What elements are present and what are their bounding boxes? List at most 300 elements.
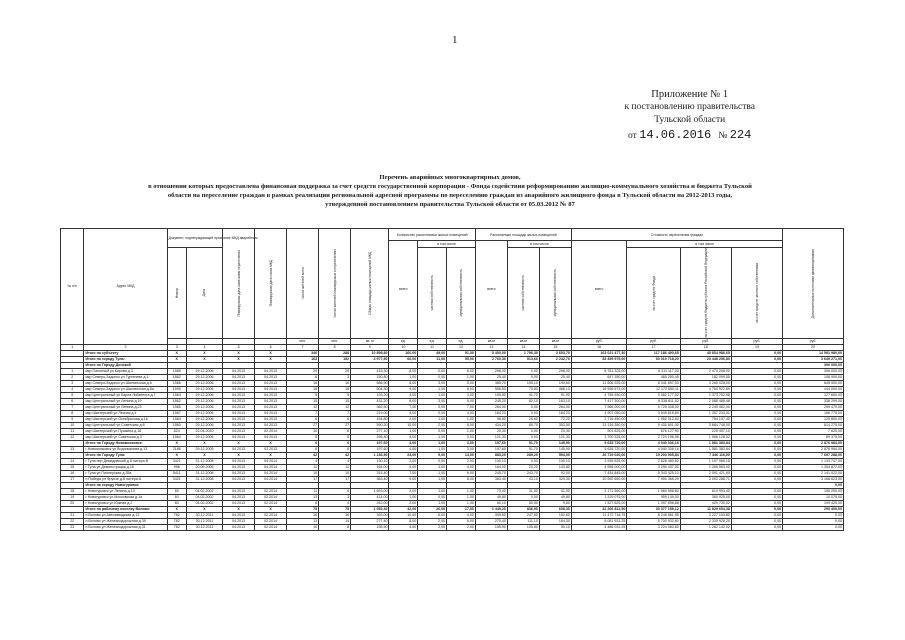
- table-cell: 4 977,50: [351, 356, 389, 362]
- table-cell: 12: [61, 434, 84, 440]
- appendix-line-3: Тульской области: [654, 115, 726, 125]
- table-cell: 145,90: [539, 446, 571, 452]
- table-cell: 04.2014: [255, 464, 287, 470]
- table-cell: г Тула ул Пионерская д.35а: [84, 470, 167, 476]
- table-cell: 504,30: [351, 386, 389, 392]
- table-cell: 7,00: [389, 470, 418, 476]
- table-cell: 8: [319, 524, 351, 530]
- table-cell: 6: [319, 446, 351, 452]
- table-cell: 5: [287, 392, 319, 398]
- table-cell: 121,30: [539, 434, 571, 440]
- table-cell: 8: [61, 410, 84, 416]
- table-cell: мкр Центральный ул Ленина д.23: [84, 404, 167, 410]
- table-cell: X: [255, 350, 287, 356]
- table-cell: 3 649 271,00: [783, 356, 844, 362]
- table-cell: 1,00: [418, 440, 447, 446]
- table-cell: 11: [287, 488, 319, 494]
- table-cell: 4: [61, 386, 84, 392]
- table-cell: 782: [167, 512, 186, 518]
- table-cell: 353,50: [539, 422, 571, 428]
- table-cell: 1590: [167, 386, 186, 392]
- title-line-4: утвержденной постановлением правительства Тульской области от 05.03.2012 № 87: [325, 201, 575, 208]
- table-cell: 315,40: [351, 470, 389, 476]
- table-cell: 1 107 065,18: [680, 458, 731, 464]
- table-cell: 04.2013: [223, 488, 255, 494]
- table-cell: 8 081 931,25: [571, 518, 626, 524]
- table-cell: 197,60: [351, 440, 389, 446]
- table-cell: 02.2014: [255, 488, 287, 494]
- table-cell: 1565: [167, 404, 186, 410]
- table-cell: 51,70: [507, 446, 539, 452]
- table-cell: 04.2013: [223, 464, 255, 470]
- header-area-incl: в том числе: [507, 241, 571, 248]
- table-cell: 277,10: [351, 428, 389, 434]
- table-cell: 1,00: [389, 374, 418, 380]
- table-cell: 66,00: [389, 356, 418, 362]
- table-cell: 486,10: [539, 386, 571, 392]
- table-cell: 55,00: [447, 356, 476, 362]
- table-cell: 11,00: [418, 356, 447, 362]
- table-cell: 3 224 083,60: [627, 524, 680, 530]
- table-cell: 0,00: [731, 410, 782, 416]
- table-cell: Итого по Городу Новомосковск:: [84, 440, 167, 446]
- table-cell: г Тула ул Демонстрации д.16: [84, 464, 167, 470]
- appendix-from: от: [628, 131, 637, 141]
- table-cell: 2 876 984,00: [783, 440, 844, 446]
- table-cell: 4,00: [389, 524, 418, 530]
- table-cell: 04.2013: [223, 470, 255, 476]
- table-cell: 5 338 811,52: [627, 398, 680, 404]
- table-cell: 154,80: [351, 416, 389, 422]
- table-cell: 590,20: [351, 422, 389, 428]
- table-cell: 23 448 256,80: [680, 356, 731, 362]
- header-extra-budget: за счет средств частного собственника: [731, 248, 782, 339]
- table-cell: 415,30: [351, 368, 389, 374]
- table-cell: 04.2013: [223, 398, 255, 404]
- table-cell: 8,00: [389, 398, 418, 404]
- table-cell: 8 781 325,00: [571, 368, 626, 374]
- table-cell: 614 275,00: [783, 422, 844, 428]
- table-cell: 3 290 437,00: [627, 464, 680, 470]
- appendix-title: Приложение № 1: [651, 89, 729, 100]
- table-cell: 17,00: [447, 506, 476, 512]
- table-cell: 29.12.2006: [186, 398, 222, 404]
- table-cell: 22: [61, 518, 84, 524]
- table-cell: 1,00: [447, 494, 476, 500]
- table-cell: 959 149,00: [627, 494, 680, 500]
- table-cell: 04.2013: [223, 500, 255, 506]
- table-cell: 7 625,00: [783, 428, 844, 434]
- table-cell: 12 172 650,11: [627, 386, 680, 392]
- table-cell: 0,00: [731, 434, 782, 440]
- table-cell: 0,00: [507, 374, 539, 380]
- table-cell: 21: [61, 512, 84, 518]
- table-cell: 16: [287, 380, 319, 386]
- column-number-cell: 14: [507, 344, 539, 350]
- appendix-number: 224: [729, 128, 752, 142]
- table-cell: 1: [61, 368, 84, 374]
- table-cell: 624: [167, 428, 186, 434]
- table-cell: 1 136,90: [351, 452, 389, 458]
- table-cell: 60: [167, 488, 186, 494]
- table-cell: 6,00: [447, 470, 476, 476]
- table-cell: 160,00: [389, 350, 418, 356]
- column-number-cell: 10: [389, 344, 418, 350]
- table-cell: 27: [319, 422, 351, 428]
- table-cell: 434,20: [475, 422, 507, 428]
- table-cell: п Волово ул Железнодорожная д.31: [84, 524, 167, 530]
- table-cell: 04.2013: [223, 374, 255, 380]
- column-number-cell: 1: [61, 344, 84, 350]
- column-number-cell: 6: [255, 344, 287, 350]
- table-cell: 117 186 490,65: [627, 350, 680, 356]
- table-cell: 2 876 984,00: [783, 446, 844, 452]
- table-cell: 16: [287, 512, 319, 518]
- table-cell: 3,00: [447, 446, 476, 452]
- column-number-cell: 20: [783, 344, 844, 350]
- table-cell: 15: [61, 464, 84, 470]
- table-cell: 45 834 986,65: [680, 350, 731, 356]
- table-cell: 647 350,00: [571, 374, 626, 380]
- table-cell: 0,00: [731, 488, 782, 494]
- table-cell: 0,00: [731, 470, 782, 476]
- table-cell: 7 966 000,00: [571, 404, 626, 410]
- header-area-private: частная собственность: [507, 248, 539, 339]
- table-cell: 04.2013: [223, 386, 255, 392]
- table-cell: 20.09.2005: [186, 464, 222, 470]
- table-cell: 163 021 477,30: [571, 350, 626, 356]
- table-cell: 4,00: [389, 446, 418, 452]
- table-cell: 23: [61, 524, 84, 530]
- table-cell: 10: [287, 428, 319, 434]
- unit-cell: чел.: [287, 338, 319, 344]
- table-cell: 586,90: [351, 380, 389, 386]
- table-cell: 155,80: [475, 392, 507, 398]
- table-cell: 6,00: [418, 512, 447, 518]
- table-cell: 385,70: [475, 380, 507, 386]
- table-cell: 3 265 028,00: [680, 380, 731, 386]
- table-cell: 42: [319, 452, 351, 458]
- table-cell: 11: [61, 428, 84, 434]
- table-cell: 17: [319, 476, 351, 482]
- table-cell: мкр Центральный ул Ленина д.19: [84, 398, 167, 404]
- unit-cell: руб.: [783, 338, 844, 344]
- table-cell: 5 343 425,10: [627, 470, 680, 476]
- table-cell: X: [186, 356, 222, 362]
- table-cell: 9: [61, 416, 84, 422]
- table-cell: X: [167, 506, 186, 512]
- table-cell: 27: [287, 422, 319, 428]
- header-doc-date: Дата: [186, 248, 222, 339]
- table-cell: 197,60: [475, 446, 507, 452]
- table-cell: 1,00: [418, 464, 447, 470]
- table-cell: 04.02.2002: [186, 500, 222, 506]
- table-cell: X: [167, 356, 186, 362]
- table-cell: 608,30: [539, 506, 571, 512]
- table-cell: 298,30: [475, 368, 507, 374]
- table-cell: 155,90: [475, 524, 507, 530]
- table-cell: 3,00: [447, 392, 476, 398]
- column-number-cell: 16: [571, 344, 626, 350]
- table-cell: 30.12.2011: [186, 512, 222, 518]
- table-cell: 290 400,00: [783, 506, 844, 512]
- table-cell: 0,00: [731, 356, 782, 362]
- table-cell: 75: [287, 506, 319, 512]
- table-cell: 19: [61, 494, 84, 500]
- table-cell: 1,00: [389, 428, 418, 434]
- table-cell: 0,00: [731, 446, 782, 452]
- table-cell: 14: [61, 458, 84, 464]
- table-cell: 0,00: [731, 380, 782, 386]
- table-cell: 1 319 075,00: [571, 494, 626, 500]
- column-number-cell: 8: [319, 344, 351, 350]
- table-cell: 04.2013: [223, 380, 255, 386]
- table-cell: г Новогуровск ул Ленина д.10: [84, 488, 167, 494]
- table-cell: 10: [61, 422, 84, 428]
- table-cell: 5: [61, 392, 84, 398]
- table-cell: 7,00: [389, 404, 418, 410]
- table-cell: 0,00: [731, 464, 782, 470]
- table-cell: 8: [319, 428, 351, 434]
- table-cell: 04.2013: [255, 422, 287, 428]
- unit-cell: кв.м: [507, 338, 539, 344]
- appendix-block: [624, 88, 755, 143]
- table-cell: 26 719 020,00: [571, 452, 626, 458]
- table-cell: 782: [167, 518, 186, 524]
- table-cell: 3 549 816,69: [627, 410, 680, 416]
- column-number-cell: 5: [223, 344, 255, 350]
- header-address: Адрес МКД: [84, 229, 167, 345]
- table-cell: 1 097 896,88: [627, 500, 680, 506]
- table-cell: 0,00: [731, 386, 782, 392]
- table-cell: 04.2014: [255, 470, 287, 476]
- table-cell: 0,00: [731, 368, 782, 374]
- table-cell: 14: [319, 518, 351, 524]
- table-cell: 1 952 312,60: [627, 416, 680, 422]
- table-cell: 5 635 720,00: [571, 440, 626, 446]
- table-cell: 8,00: [389, 518, 418, 524]
- table-cell: 23,00: [389, 452, 418, 458]
- table-cell: 1564: [167, 434, 186, 440]
- table-cell: 0,00: [731, 518, 782, 524]
- table-cell: 1,00: [447, 428, 476, 434]
- table-cell: 4: [319, 458, 351, 464]
- table-cell: 5411: [167, 470, 186, 476]
- table-cell: п Волово ул Автозаводская д.12: [84, 512, 167, 518]
- table-cell: 17: [61, 476, 84, 482]
- table-cell: 393,00: [351, 512, 389, 518]
- table-cell: 0,00: [731, 422, 782, 428]
- table-cell: 2,00: [447, 524, 476, 530]
- table-cell: 6: [319, 434, 351, 440]
- column-number-cell: 3: [167, 344, 186, 350]
- table-cell: 5 400,00: [475, 350, 507, 356]
- table-cell: 245,20: [475, 398, 507, 404]
- table-cell: 193,20: [351, 392, 389, 398]
- table-cell: 7: [61, 404, 84, 410]
- table-cell: 02.2014: [255, 518, 287, 524]
- table-cell: 26,60: [507, 416, 539, 422]
- table-cell: 164,20: [475, 410, 507, 416]
- table-cell: 6: [287, 374, 319, 380]
- table-cell: 29.12.2006: [186, 434, 222, 440]
- table-cell: 1,00: [418, 488, 447, 494]
- column-number-cell: 18: [680, 344, 731, 350]
- table-cell: 150,80: [351, 374, 389, 380]
- table-cell: 31,50: [507, 488, 539, 494]
- table-cell: 0,00: [418, 458, 447, 464]
- table-cell: 1 527 625,00: [571, 500, 626, 506]
- table-cell: 1,00: [389, 494, 418, 500]
- table-cell: 4 755 930,00: [571, 392, 626, 398]
- table-cell: 25,40: [539, 374, 571, 380]
- table-cell: 1 354 872,00: [783, 464, 844, 470]
- table-cell: 8,00: [447, 422, 476, 428]
- table-cell: 0,00: [731, 524, 782, 530]
- table-cell: 4,00: [389, 440, 418, 446]
- table-cell: 1560: [167, 422, 186, 428]
- table-cell: 1,00: [418, 446, 447, 452]
- table-cell: 1,00: [418, 392, 447, 398]
- table-cell: 29.12.2006: [186, 422, 222, 428]
- table-cell: 98,80: [475, 416, 507, 422]
- table-cell: 29.12.2006: [186, 404, 222, 410]
- table-cell: мкр Шахтерский ул Пушкина д.18: [84, 428, 167, 434]
- table-cell: 4 556 000,00: [571, 464, 626, 470]
- table-cell: 10,00: [389, 422, 418, 428]
- unit-cell: руб.: [627, 338, 680, 344]
- table-cell: 6: [319, 440, 351, 446]
- table-cell: 16: [61, 470, 84, 476]
- table-cell: Итого по рабочему поселку Волово:: [84, 506, 167, 512]
- table-cell: 2,00: [418, 422, 447, 428]
- table-cell: 1 449,20: [475, 506, 507, 512]
- table-cell: 2186: [167, 446, 186, 452]
- table-cell: 108 900,00: [783, 374, 844, 380]
- unit-cell: кв. м: [351, 338, 389, 344]
- table-cell: 320,30: [539, 476, 571, 482]
- table-cell: 225 497,10: [680, 428, 731, 434]
- table-cell: 04.2013: [255, 398, 287, 404]
- table-cell: 2 716 450,00: [571, 416, 626, 422]
- table-cell: 18: [287, 386, 319, 392]
- table-cell: 04.2013: [255, 410, 287, 416]
- table-cell: 1 133 747,00: [783, 458, 844, 464]
- header-rooms-group: Количество расселяемых жилых помещений: [389, 229, 475, 241]
- table-cell: 0,00: [731, 476, 782, 482]
- table-cell: мкр Северо-Задонск ул Шахтинская д.8а: [84, 386, 167, 392]
- column-number-cell: 9: [351, 344, 389, 350]
- table-cell: мкр Шахтерский ул Лесная д.4: [84, 410, 167, 416]
- table-cell: 04.2013: [223, 368, 255, 374]
- unit-cell: ед.: [418, 338, 447, 344]
- table-cell: 125 850,00: [783, 416, 844, 422]
- table-cell: 1582: [167, 374, 186, 380]
- column-number-cell: 2: [84, 344, 167, 350]
- table-cell: X: [255, 506, 287, 512]
- table-cell: 2 330 928,20: [680, 518, 731, 524]
- table-cell: 0,00: [731, 350, 782, 356]
- table-cell: X: [167, 440, 186, 446]
- table-cell: 883,20: [475, 452, 507, 458]
- table-cell: 0,00: [731, 398, 782, 404]
- table-cell: 513,60: [507, 356, 539, 362]
- table-cell: 04.2013: [223, 494, 255, 500]
- table-cell: 0,00: [731, 494, 782, 500]
- unit-cell: ед.: [447, 338, 476, 344]
- table-cell: 0,00: [783, 482, 844, 488]
- table-cell: 02.2014: [255, 428, 287, 434]
- table-cell: 2 724 196,98: [627, 434, 680, 440]
- table-cell: 50,50: [507, 500, 539, 506]
- table-cell: 04.2014: [255, 458, 287, 464]
- table-cell: 465 250,45: [627, 374, 680, 380]
- table-cell: 8,00: [389, 368, 418, 374]
- table-cell: 594,00: [539, 452, 571, 458]
- table-cell: 164,00: [351, 464, 389, 470]
- table-cell: X: [255, 440, 287, 446]
- table-cell: 15: [319, 398, 351, 404]
- table-cell: 04.2013: [223, 446, 255, 452]
- table-cell: 11: [287, 464, 319, 470]
- table-cell: 0,00: [731, 452, 782, 458]
- table-cell: 3,00: [447, 440, 476, 446]
- table-cell: 3,00: [418, 380, 447, 386]
- table-cell: 7,00: [447, 404, 476, 410]
- table-cell: 8,00: [389, 380, 418, 386]
- header-area-municipal: муниципальная собственность: [539, 248, 571, 339]
- header-area-group: Расселяемая площадь жилых помещений: [475, 229, 571, 241]
- table-cell: 04.2013: [223, 392, 255, 398]
- table-cell: 1 265 563,00: [680, 464, 731, 470]
- table-cell: 04.2013: [255, 404, 287, 410]
- table-cell: мкр Центральный ул Карла Либкнехта д.7: [84, 392, 167, 398]
- table-cell: 0,00: [731, 374, 782, 380]
- table-cell: 9,00: [389, 386, 418, 392]
- table-cell: 10 992 650,00: [571, 476, 626, 482]
- table-cell: 0,00: [731, 416, 782, 422]
- table-cell: 04.2014: [255, 476, 287, 482]
- unit-cell: руб.: [731, 338, 782, 344]
- table-cell: 4 907 050,00: [571, 410, 626, 416]
- table-cell: 75: [319, 506, 351, 512]
- table-cell: 996: [167, 464, 186, 470]
- table-cell: 3 684 748,00: [680, 422, 731, 428]
- table-cell: 0,00: [507, 410, 539, 416]
- table-cell: г Тула пер Демидовский д.8 литера В: [84, 458, 167, 464]
- table-cell: 41,70: [507, 392, 539, 398]
- table-cell: 20,20: [507, 464, 539, 470]
- header-rooms-incl: в том числе: [418, 241, 476, 248]
- table-cell: 3: [319, 374, 351, 380]
- table-cell: 190,60: [539, 380, 571, 386]
- table-cell: 4,00: [389, 410, 418, 416]
- table-cell: 338 299,00: [783, 398, 844, 404]
- table-cell: X: [223, 356, 255, 362]
- table-cell: 42 206 812,50: [571, 506, 626, 512]
- table-cell: 2,00: [389, 500, 418, 506]
- appendix-line-2: к постановлению правительства: [624, 102, 755, 112]
- table-body: [61, 350, 844, 530]
- table-cell: 2 242,70: [539, 356, 571, 362]
- unit-cell: кв.м: [475, 338, 507, 344]
- table-cell: мкр Северо-Задонск ул Тургенева д.1: [84, 374, 167, 380]
- table-cell: 60: [167, 494, 186, 500]
- header-doc: Документ, подтверждающий признание МКД аварийным: [167, 229, 222, 248]
- table-cell: 111,10: [507, 518, 539, 524]
- table-cell: 29.12.2006: [186, 410, 222, 416]
- table-cell: 645 500,00: [783, 380, 844, 386]
